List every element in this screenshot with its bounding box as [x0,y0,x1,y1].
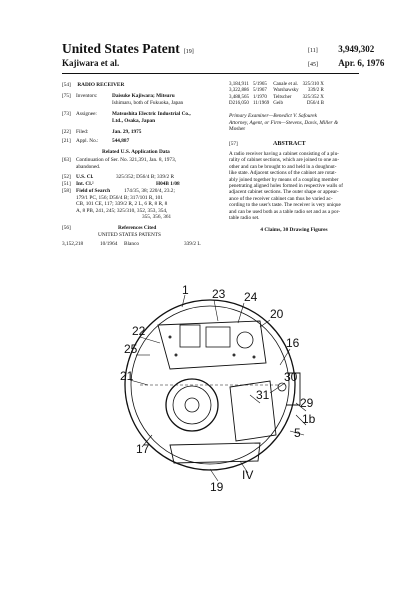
patent-number: 3,949,302 [338,44,375,54]
field-75-line2: Ishimaru, both of Fukuoka, Japan [112,99,184,106]
citation-cell-cls: 339/2 R [307,88,324,94]
citation-cell-name: Canale et al. [273,82,299,87]
field-58-line5: 355, 356, 361 [142,214,172,220]
citation-cell-date: 11/1969 [253,100,270,106]
patent-number-tag: [11] [308,48,318,54]
speaker-mid [173,386,211,424]
patent-figure [110,285,320,495]
patent-date-tag: [45] [308,62,318,68]
citation-cell-no: 3,488,565 [229,94,249,100]
figure-ref-label: 1b [302,412,316,426]
header-rule [62,73,359,74]
field-63: [63] Continuation of Ser. No. 321,391, Jan. 8, 1973, [62,157,177,163]
abstract-line: and can be used both as a table radio set and as a por- [229,208,340,215]
field-58: [58] Field of Search 174/35, 38; 220/4, 23.2; [62,188,175,194]
attorney-line2: Mosher [229,126,246,133]
abstract-line: A radio receiver having a cabinet consisting of a plu- [229,150,339,157]
field-73-line2: Ltd., Osaka, Japan [112,117,156,124]
component-a [180,325,200,347]
field-75: [75] Inventors: Daisuke Kajiwara; Mitsuru [62,93,175,99]
field-63-line2: abandoned. [76,163,101,170]
citation-cell-no: 3,322,886 [229,88,249,94]
figure-ref-label: 21 [120,369,134,383]
figure-ref-label: 5 [294,426,301,440]
inventors-short: Kajiwara et al. [62,58,120,68]
citation-cell-date: 5/1967 [253,88,267,94]
citation-row [227,95,326,101]
attorney-line1: Attorney, Agent, or Firm—Stevens, Davis, Miller & [229,119,339,126]
patent-header-title [62,41,194,57]
citation-cell-cls: 325/352 X [302,94,324,100]
right-column [229,82,359,234]
figure-ref-label: 30 [284,370,298,384]
circuit-board [158,321,266,369]
lower-section [170,443,260,463]
citation-cell-no: D216,050 [229,100,249,106]
speaker-cone [185,398,199,412]
citation-cell-name: Warshawsky [273,88,299,94]
figure-ref-label: 20 [270,307,284,321]
field-21: [21] Appl. No.: 544,887 [62,138,130,144]
citation-cell-name: Teltscher [273,94,292,100]
patent-number-line [308,44,374,54]
figure-ref-label: 22 [132,324,146,338]
figure-ref-label: 31 [256,388,270,402]
field-22: [22] Filed: Jan. 29, 1975 [62,129,142,135]
citation-row [227,101,326,107]
citation-cell-name: Geib [273,100,283,106]
figure-ref-label: 17 [136,442,150,456]
patent-date-line [308,58,384,68]
field-52: [52] U.S. Cl. 325/352; D56/4 B; 339/2 R [62,174,174,180]
figure-ref-label: 16 [286,336,300,350]
citation-cell-no: 3,184,911 [229,82,249,87]
speaker-outer [166,379,218,431]
citation-cell-date: 5/1965 [253,82,267,87]
citation-row: 3,152,218 10/1964 Blanco 339/2 L [62,241,201,247]
abstract-line: cording to the user's taste. The receiver is very unique [229,202,341,209]
field-58-line2: 179/1 PC, 156; D56/4 B; 317/101 R, 101 [76,194,163,201]
citations-table [227,82,326,107]
field-58-line4: A, 8 PB, 241, 245; 325/310, 352, 353, 354, [76,207,168,214]
abstract-line: ably joined together by means of a coupling member [229,176,339,183]
patent-date: Apr. 6, 1976 [338,58,385,68]
figure-ref-label: 29 [300,396,314,410]
title-tag: [19] [183,49,194,55]
field-56: [56] References Cited [62,225,157,231]
abstract-line: like state. Adjacent sections of the cabinet are rotat- [229,170,337,177]
field-73: [73] Assignee: Matsushita Electric Industrial Co., [62,111,191,117]
figure-ref-label: 25 [124,342,138,356]
component-b [206,327,230,347]
citation-cell-date: 1/1970 [253,94,267,100]
radio-drawing [110,285,320,495]
field-58-line3: CB, 101 CE, 117; 339/2 R, 2 L, 6 R, 8 R, 8 [76,201,168,207]
field-51: [51] Int. Cl.² H04B 1/08 [62,181,180,187]
figure-ref-label: 1 [182,285,189,297]
claims-line: 4 Claims, 30 Drawing Figures [260,227,328,234]
citation-row [227,88,326,94]
citation-cell-cls: D56/4 B [306,100,324,106]
figure-ref-label: 23 [212,287,226,301]
field-54: [54] RADIO RECEIVER [62,82,125,88]
abstract-line: table radio set. [229,215,260,222]
related-title: Related U.S. Application Data [102,149,170,155]
patent-title-text: United States Patent [62,41,180,56]
figure-ref-label: IV [242,468,254,482]
abstract-line: ance of the receiver cabinet can thus be varied ac- [229,195,333,202]
tuning-knob [237,332,253,348]
abstract-heading: [57] ABSTRACT [229,140,306,147]
abstract-line: adjacent cabinet sections. The outer shape or appear- [229,189,339,196]
us-patents-subtitle: UNITED STATES PATENTS [98,232,161,238]
figure-ref-label: 24 [244,290,258,304]
abstract-line: penetrating aligned holes formed in respective walls of [229,183,343,189]
invention-title: RADIO RECEIVER [77,82,125,88]
abstract-line: other and can be brought to and held in a doughnut- [229,163,337,170]
primary-examiner: Primary Examiner—Benedict V. Safourek [229,113,317,120]
abstract-text [229,151,359,221]
figure-ref-label: 19 [210,480,224,494]
abstract-line: rality of cabinet sections, which are joined to one an- [229,157,340,164]
citation-cell-cls: 325/310 X [302,82,324,87]
